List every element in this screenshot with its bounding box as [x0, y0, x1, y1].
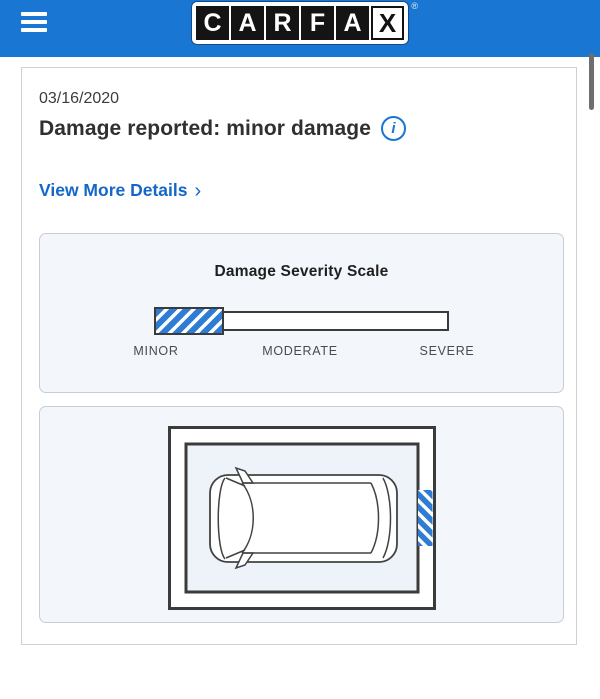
- damage-severity-card: [39, 233, 564, 393]
- hamburger-icon: [21, 12, 47, 16]
- view-more-details-label: View More Details: [39, 180, 188, 200]
- carfax-logo[interactable]: [192, 1, 418, 44]
- vehicle-top-view-icon: [210, 468, 397, 568]
- severity-fill-minor: [154, 307, 224, 335]
- damage-marker-rear-icon: [418, 490, 433, 546]
- logo-letter-x: X: [371, 6, 404, 40]
- logo-letter-r: R: [266, 6, 299, 40]
- app-header: [0, 0, 600, 57]
- report-date: 03/16/2020: [39, 90, 120, 107]
- logo-letter-f: F: [301, 6, 334, 40]
- report-title: Damage reported: minor damage: [39, 116, 371, 140]
- damage-location-card: [39, 406, 564, 623]
- hamburger-menu-button[interactable]: [21, 10, 53, 38]
- info-icon[interactable]: [381, 116, 406, 141]
- scrollbar-thumb[interactable]: [589, 53, 594, 110]
- chevron-right-icon: ›: [194, 180, 202, 202]
- severity-scale-title: Damage Severity Scale: [214, 263, 389, 280]
- severity-label-moderate: MODERATE: [262, 344, 338, 358]
- vehicle-damage-diagram: [168, 426, 436, 610]
- report-heading-row: [39, 116, 406, 141]
- severity-label-severe: SEVERE: [419, 344, 475, 358]
- logo-letter-a2: A: [336, 6, 369, 40]
- view-more-details-link[interactable]: [39, 180, 201, 201]
- logo-letter-c: C: [196, 6, 229, 40]
- severity-label-minor: MINOR: [133, 344, 179, 358]
- info-icon-glyph: i: [391, 120, 396, 137]
- registered-trademark: ®: [411, 1, 418, 11]
- damage-report-panel: [21, 67, 577, 645]
- logo-letter-a1: A: [231, 6, 264, 40]
